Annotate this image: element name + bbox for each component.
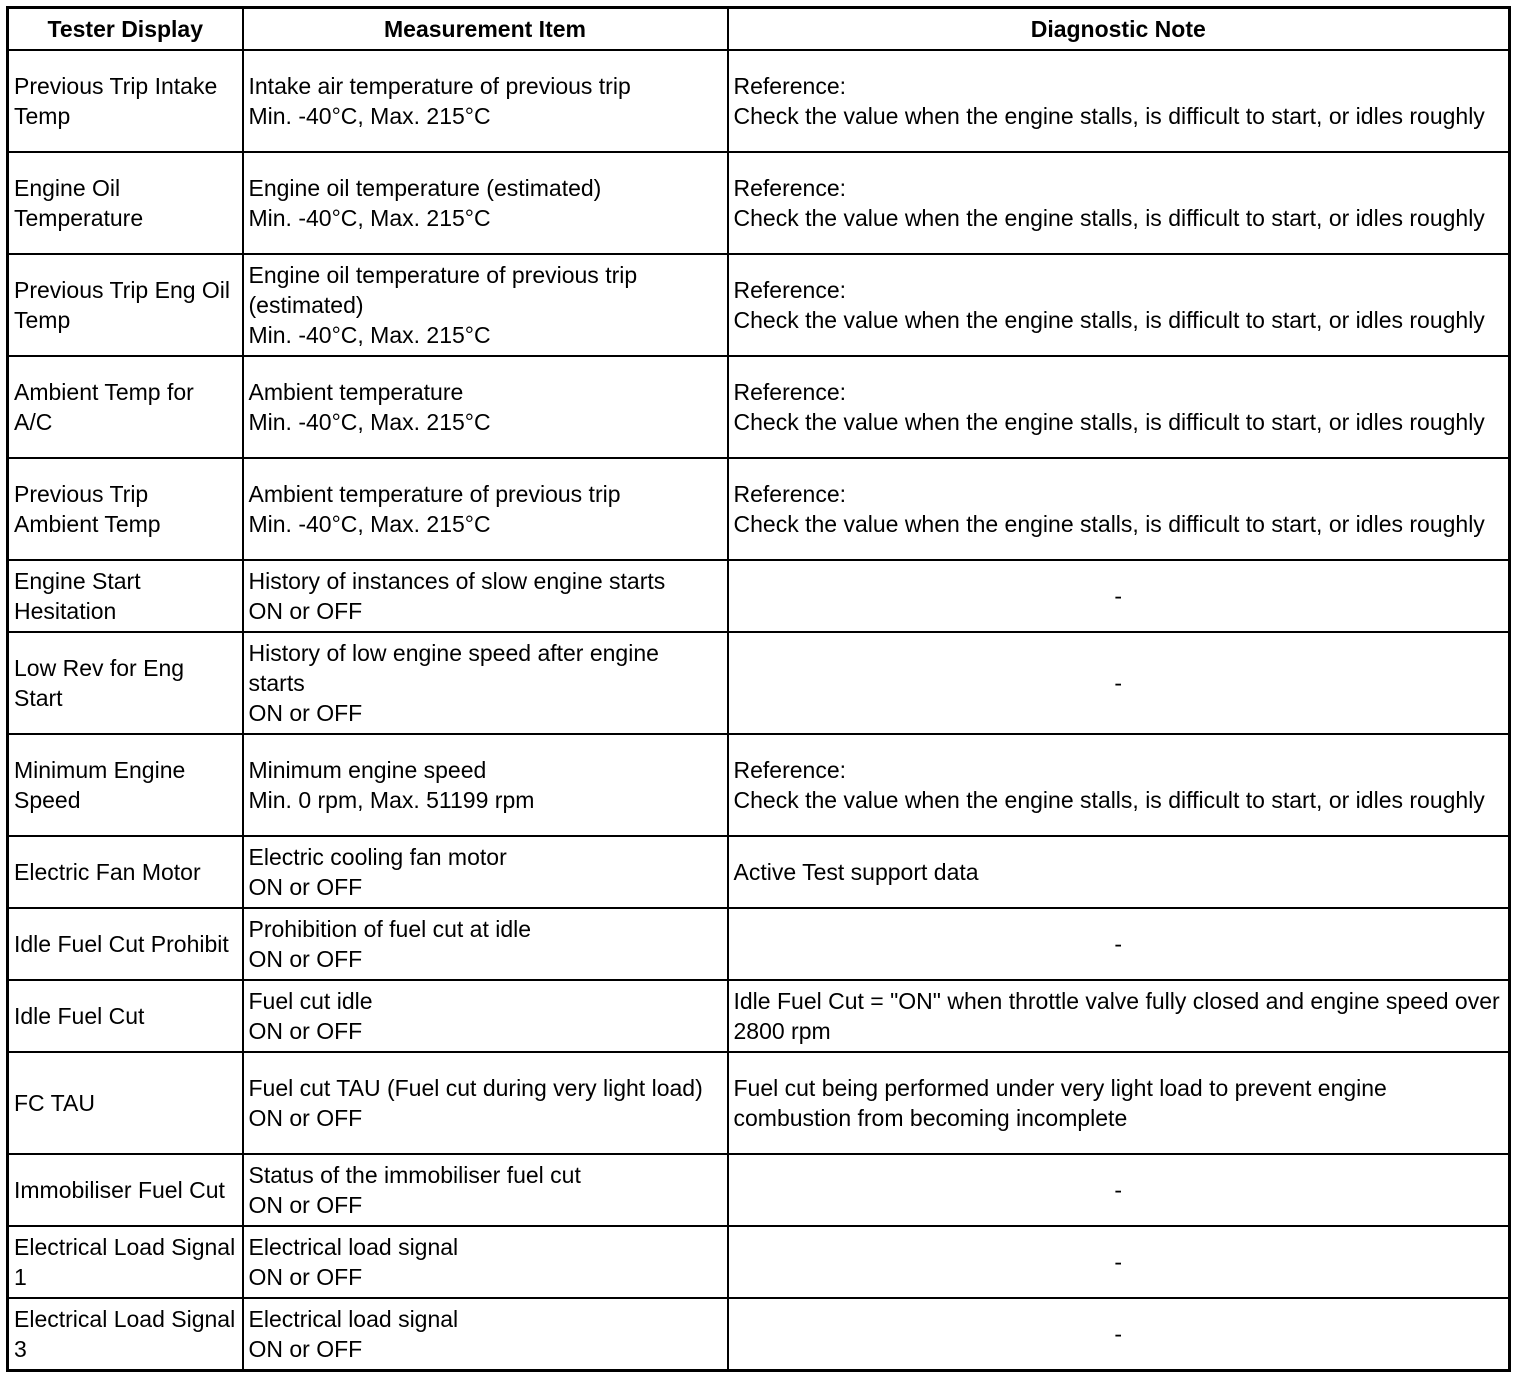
note-text: - <box>1114 583 1123 609</box>
table-row <box>8 50 1510 152</box>
measurement-range: ON or OFF <box>248 946 363 972</box>
measurement-item-cell <box>243 632 728 734</box>
table-row <box>8 632 1510 734</box>
measurement-range: ON or OFF <box>248 700 363 726</box>
measurement-description: Prohibition of fuel cut at idle <box>248 916 532 942</box>
table-row <box>8 1154 1510 1226</box>
tester-display-cell: Electrical Load Signal 1 <box>8 1226 243 1298</box>
measurement-item-cell <box>243 356 728 458</box>
measurement-item-cell <box>243 458 728 560</box>
diagnostic-note-cell <box>728 908 1510 980</box>
tester-display-cell: Electrical Load Signal 3 <box>8 1298 243 1371</box>
note-text: Active Test support data <box>733 859 979 885</box>
measurement-range: Min. -40°C, Max. 215°C <box>248 511 491 537</box>
measurement-item-cell <box>243 1052 728 1154</box>
diagnostic-note-cell <box>728 1052 1510 1154</box>
measurement-description: Ambient temperature of previous trip <box>248 481 621 507</box>
measurement-range: ON or OFF <box>248 1336 363 1362</box>
measurement-range: ON or OFF <box>248 598 363 624</box>
tester-display-cell: Previous Trip Intake Temp <box>8 50 243 152</box>
measurement-description: Intake air temperature of previous trip <box>248 73 631 99</box>
measurement-range: Min. -40°C, Max. 215°C <box>248 103 491 129</box>
diagnostic-note-cell <box>728 560 1510 632</box>
note-label: Reference: <box>733 379 847 405</box>
table-row <box>8 734 1510 836</box>
measurement-description: Electric cooling fan motor <box>248 844 507 870</box>
measurement-item-cell <box>243 254 728 356</box>
tester-display-cell: Low Rev for Eng Start <box>8 632 243 734</box>
table-row <box>8 1298 1510 1371</box>
measurement-description: Status of the immobiliser fuel cut <box>248 1162 581 1188</box>
tester-display-cell: Ambient Temp for A/C <box>8 356 243 458</box>
measurement-item-cell <box>243 908 728 980</box>
measurement-description: History of instances of slow engine starts <box>248 568 666 594</box>
diagnostic-note-cell <box>728 1298 1510 1371</box>
diagnostic-note-cell <box>728 980 1510 1052</box>
tester-display-cell: Previous Trip Ambient Temp <box>8 458 243 560</box>
table-row <box>8 458 1510 560</box>
tester-display-cell: Engine Oil Temperature <box>8 152 243 254</box>
note-text: Check the value when the engine stalls, is difficult to start, or idles roughly <box>733 307 1485 333</box>
measurement-item-cell <box>243 152 728 254</box>
measurement-range: ON or OFF <box>248 1018 363 1044</box>
note-label: Reference: <box>733 277 847 303</box>
measurement-description: Electrical load signal <box>248 1234 459 1260</box>
note-label: Reference: <box>733 175 847 201</box>
measurement-description: Engine oil temperature of previous trip (estimated) <box>248 262 638 318</box>
note-text: Check the value when the engine stalls, is difficult to start, or idles roughly <box>733 787 1485 813</box>
measurement-range: ON or OFF <box>248 874 363 900</box>
measurement-item-cell <box>243 1298 728 1371</box>
table-row <box>8 1226 1510 1298</box>
tester-display-cell: FC TAU <box>8 1052 243 1154</box>
note-text: Check the value when the engine stalls, is difficult to start, or idles roughly <box>733 409 1485 435</box>
measurement-range: Min. -40°C, Max. 215°C <box>248 322 491 348</box>
measurement-item-cell <box>243 560 728 632</box>
measurement-range: Min. 0 rpm, Max. 51199 rpm <box>248 787 535 813</box>
measurement-description: Ambient temperature <box>248 379 464 405</box>
tester-display-cell: Idle Fuel Cut Prohibit <box>8 908 243 980</box>
tester-display-cell: Electric Fan Motor <box>8 836 243 908</box>
measurement-range: ON or OFF <box>248 1264 363 1290</box>
measurement-description: Minimum engine speed <box>248 757 487 783</box>
diagnostic-note-cell <box>728 50 1510 152</box>
diagnostic-note-cell <box>728 734 1510 836</box>
measurement-range: Min. -40°C, Max. 215°C <box>248 205 491 231</box>
note-label: Reference: <box>733 481 847 507</box>
measurement-item-cell <box>243 980 728 1052</box>
note-text: Check the value when the engine stalls, is difficult to start, or idles roughly <box>733 103 1485 129</box>
measurement-description: History of low engine speed after engine starts <box>248 640 659 696</box>
tester-display-cell: Engine Start Hesitation <box>8 560 243 632</box>
note-text: - <box>1114 1177 1123 1203</box>
table-row <box>8 152 1510 254</box>
tester-display-cell: Previous Trip Eng Oil Temp <box>8 254 243 356</box>
tester-display-cell: Idle Fuel Cut <box>8 980 243 1052</box>
table-row <box>8 560 1510 632</box>
measurement-description: Fuel cut TAU (Fuel cut during very light load) <box>248 1075 703 1101</box>
note-text: Check the value when the engine stalls, is difficult to start, or idles roughly <box>733 511 1485 537</box>
measurement-description: Fuel cut idle <box>248 988 373 1014</box>
header-diagnostic-note: Diagnostic Note <box>728 8 1510 51</box>
measurement-description: Electrical load signal <box>248 1306 459 1332</box>
measurement-range: ON or OFF <box>248 1105 363 1131</box>
diagnostic-note-cell <box>728 254 1510 356</box>
measurement-item-cell <box>243 1154 728 1226</box>
measurement-item-cell <box>243 1226 728 1298</box>
header-measurement-item: Measurement Item <box>243 8 728 51</box>
table-row <box>8 356 1510 458</box>
diagnostic-note-cell <box>728 356 1510 458</box>
tester-display-cell: Minimum Engine Speed <box>8 734 243 836</box>
note-text: - <box>1114 1249 1123 1275</box>
measurement-item-cell <box>243 734 728 836</box>
measurement-range: ON or OFF <box>248 1192 363 1218</box>
note-text: Check the value when the engine stalls, is difficult to start, or idles roughly <box>733 205 1485 231</box>
note-label: Reference: <box>733 757 847 783</box>
measurement-description: Engine oil temperature (estimated) <box>248 175 602 201</box>
table-header-row <box>8 8 1510 51</box>
table-row <box>8 1052 1510 1154</box>
note-label: Reference: <box>733 73 847 99</box>
diagnostic-note-cell <box>728 1226 1510 1298</box>
diagnostic-data-table <box>6 6 1511 1372</box>
diagnostic-note-cell <box>728 152 1510 254</box>
measurement-range: Min. -40°C, Max. 215°C <box>248 409 491 435</box>
table-row <box>8 254 1510 356</box>
diagnostic-note-cell <box>728 632 1510 734</box>
diagnostic-note-cell <box>728 458 1510 560</box>
note-text: Idle Fuel Cut = "ON" when throttle valve fully closed and engine speed over 2800 rpm <box>733 988 1500 1044</box>
table-row <box>8 980 1510 1052</box>
table-row <box>8 908 1510 980</box>
note-text: - <box>1114 670 1123 696</box>
note-text: - <box>1114 931 1123 957</box>
note-text: Fuel cut being performed under very light load to prevent engine combustion from becoming incomplete <box>733 1075 1387 1131</box>
diagnostic-note-cell <box>728 1154 1510 1226</box>
measurement-item-cell <box>243 50 728 152</box>
diagnostic-note-cell <box>728 836 1510 908</box>
note-text: - <box>1114 1321 1123 1347</box>
measurement-item-cell <box>243 836 728 908</box>
table-row <box>8 836 1510 908</box>
tester-display-cell: Immobiliser Fuel Cut <box>8 1154 243 1226</box>
header-tester-display: Tester Display <box>8 8 243 51</box>
